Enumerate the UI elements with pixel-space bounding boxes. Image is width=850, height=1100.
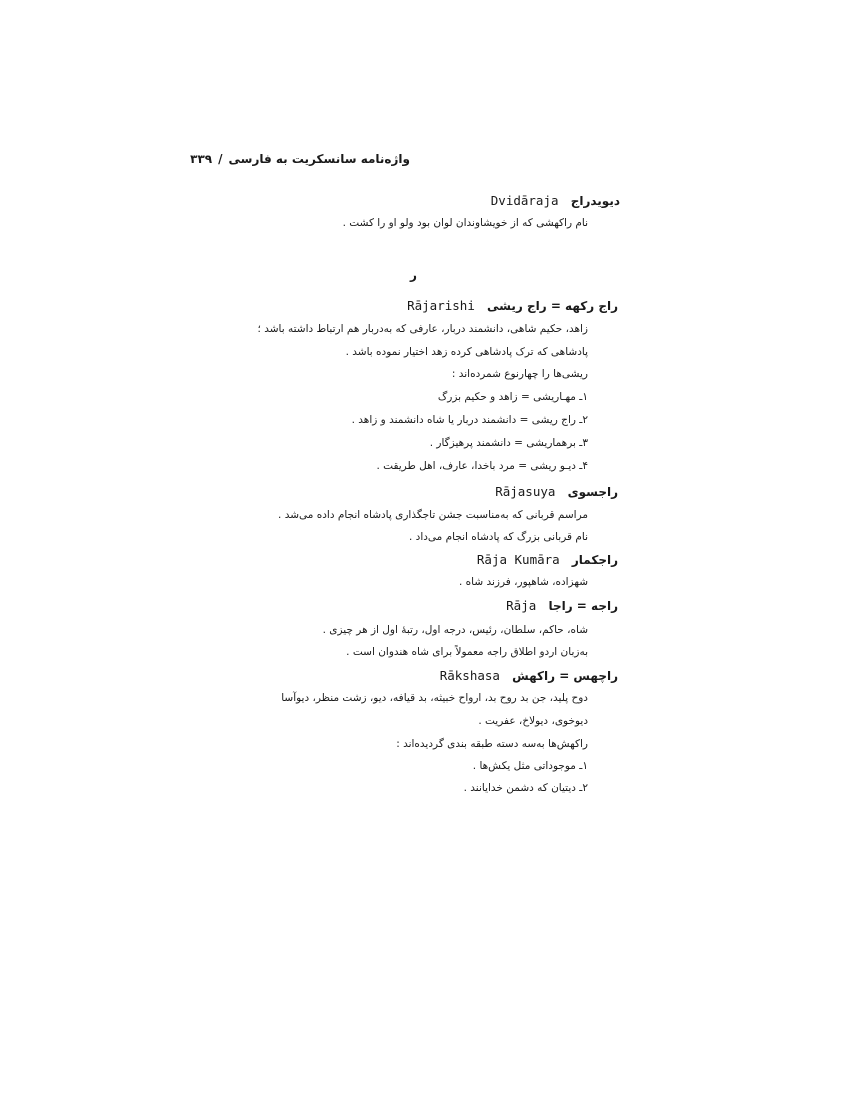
definition-line: شاه، حاکم، سلطان، رئیس، درجه اول، رتبهٔ اول از هر چیزی . [322,624,588,636]
entry-latin: Dvidāraja [490,193,559,208]
header-separator: / [218,152,223,166]
definition-line: ۲ـ دیتیان که دشمن خدایانند . [463,782,588,794]
entry-term: راچهس = راکهش [512,669,618,683]
entry-latin: Rāja [506,598,537,613]
definition-line: ۲ـ راج ریشی = دانشمند دربار یا شاه دانشمند و زاهد . [351,414,588,426]
definition-line: ۱ـ موجوداتی مثل یکش‌ها . [472,760,588,772]
definition-line: ریشی‌ها را چهارنوع شمرده‌اند : [451,368,588,380]
definition-line: به‌زبان اردو اطلاق راجه معمولاً برای شاه هندوان است . [346,646,588,658]
header-title: واژه‌نامه سانسکریت به فارسی [228,152,410,166]
section-letter: ر [410,268,417,282]
entry-term: راجه = راجا [548,599,618,613]
entry-term: راج رکهه = راج ریشی [487,299,618,313]
definition-line: ۱ـ مهـاریشی = زاهد و حکیم بزرگ [437,391,588,403]
entry-head-raja [506,598,618,613]
definition-line: نام راکهشی که از خویشاوندان لوان بود ولو او را کشت . [342,217,588,229]
definition-line: شهزاده، شاهپور، فرزند شاه . [458,576,588,588]
running-header [190,152,410,166]
definition-line: زاهد، حکیم شاهی، دانشمند دربار، عارفی که به‌دربار هم ارتباط داشته باشد ؛ [257,323,588,335]
entry-latin: Rākshasa [439,668,500,683]
definition-line: دیوخوی، دیولاخ، عفریت . [478,715,588,727]
definition-line: مراسم قربانی که به‌مناسبت جشن تاجگذاری پادشاه انجام داده می‌شد . [278,509,588,521]
definition-line: پادشاهی که ترک پادشاهی کرده زهد اختیار نموده باشد . [345,346,588,358]
entry-head-rajakumara [477,552,618,567]
entry-term: دیویدراج [570,194,620,208]
entry-latin: Rājasuya [495,484,556,499]
entry-term: راجسوی [567,485,618,499]
entry-latin: Rāja Kumāra [476,552,560,567]
entry-latin: Rājarishi [407,298,475,313]
definition-line: ۳ـ برهماریشی = دانشمند پرهیزگار . [429,437,588,449]
definition-line: نام قربانی بزرگ که پادشاه انجام می‌داد . [408,531,588,543]
entry-head-rakshasa [440,668,618,683]
entry-term: راجکمار [571,553,618,567]
entry-head-dvidaraja [491,193,620,208]
entry-head-rajasuya [495,484,618,499]
page-number: ۳۳۹ [190,152,213,166]
definition-line: دوح پلید، جن بد روح بد، ارواح خبیثه، بد قیافه، دیو، زشت منظر، دیوآسا [281,692,588,704]
definition-line: راکهش‌ها به‌سه دسته طبقه بندی گردیده‌اند : [396,738,588,750]
entry-head-rajarishi [407,298,618,313]
definition-line: ۴ـ دیـو ریشی = مرد باخدا، عارف، اهل طریقت . [376,460,588,472]
